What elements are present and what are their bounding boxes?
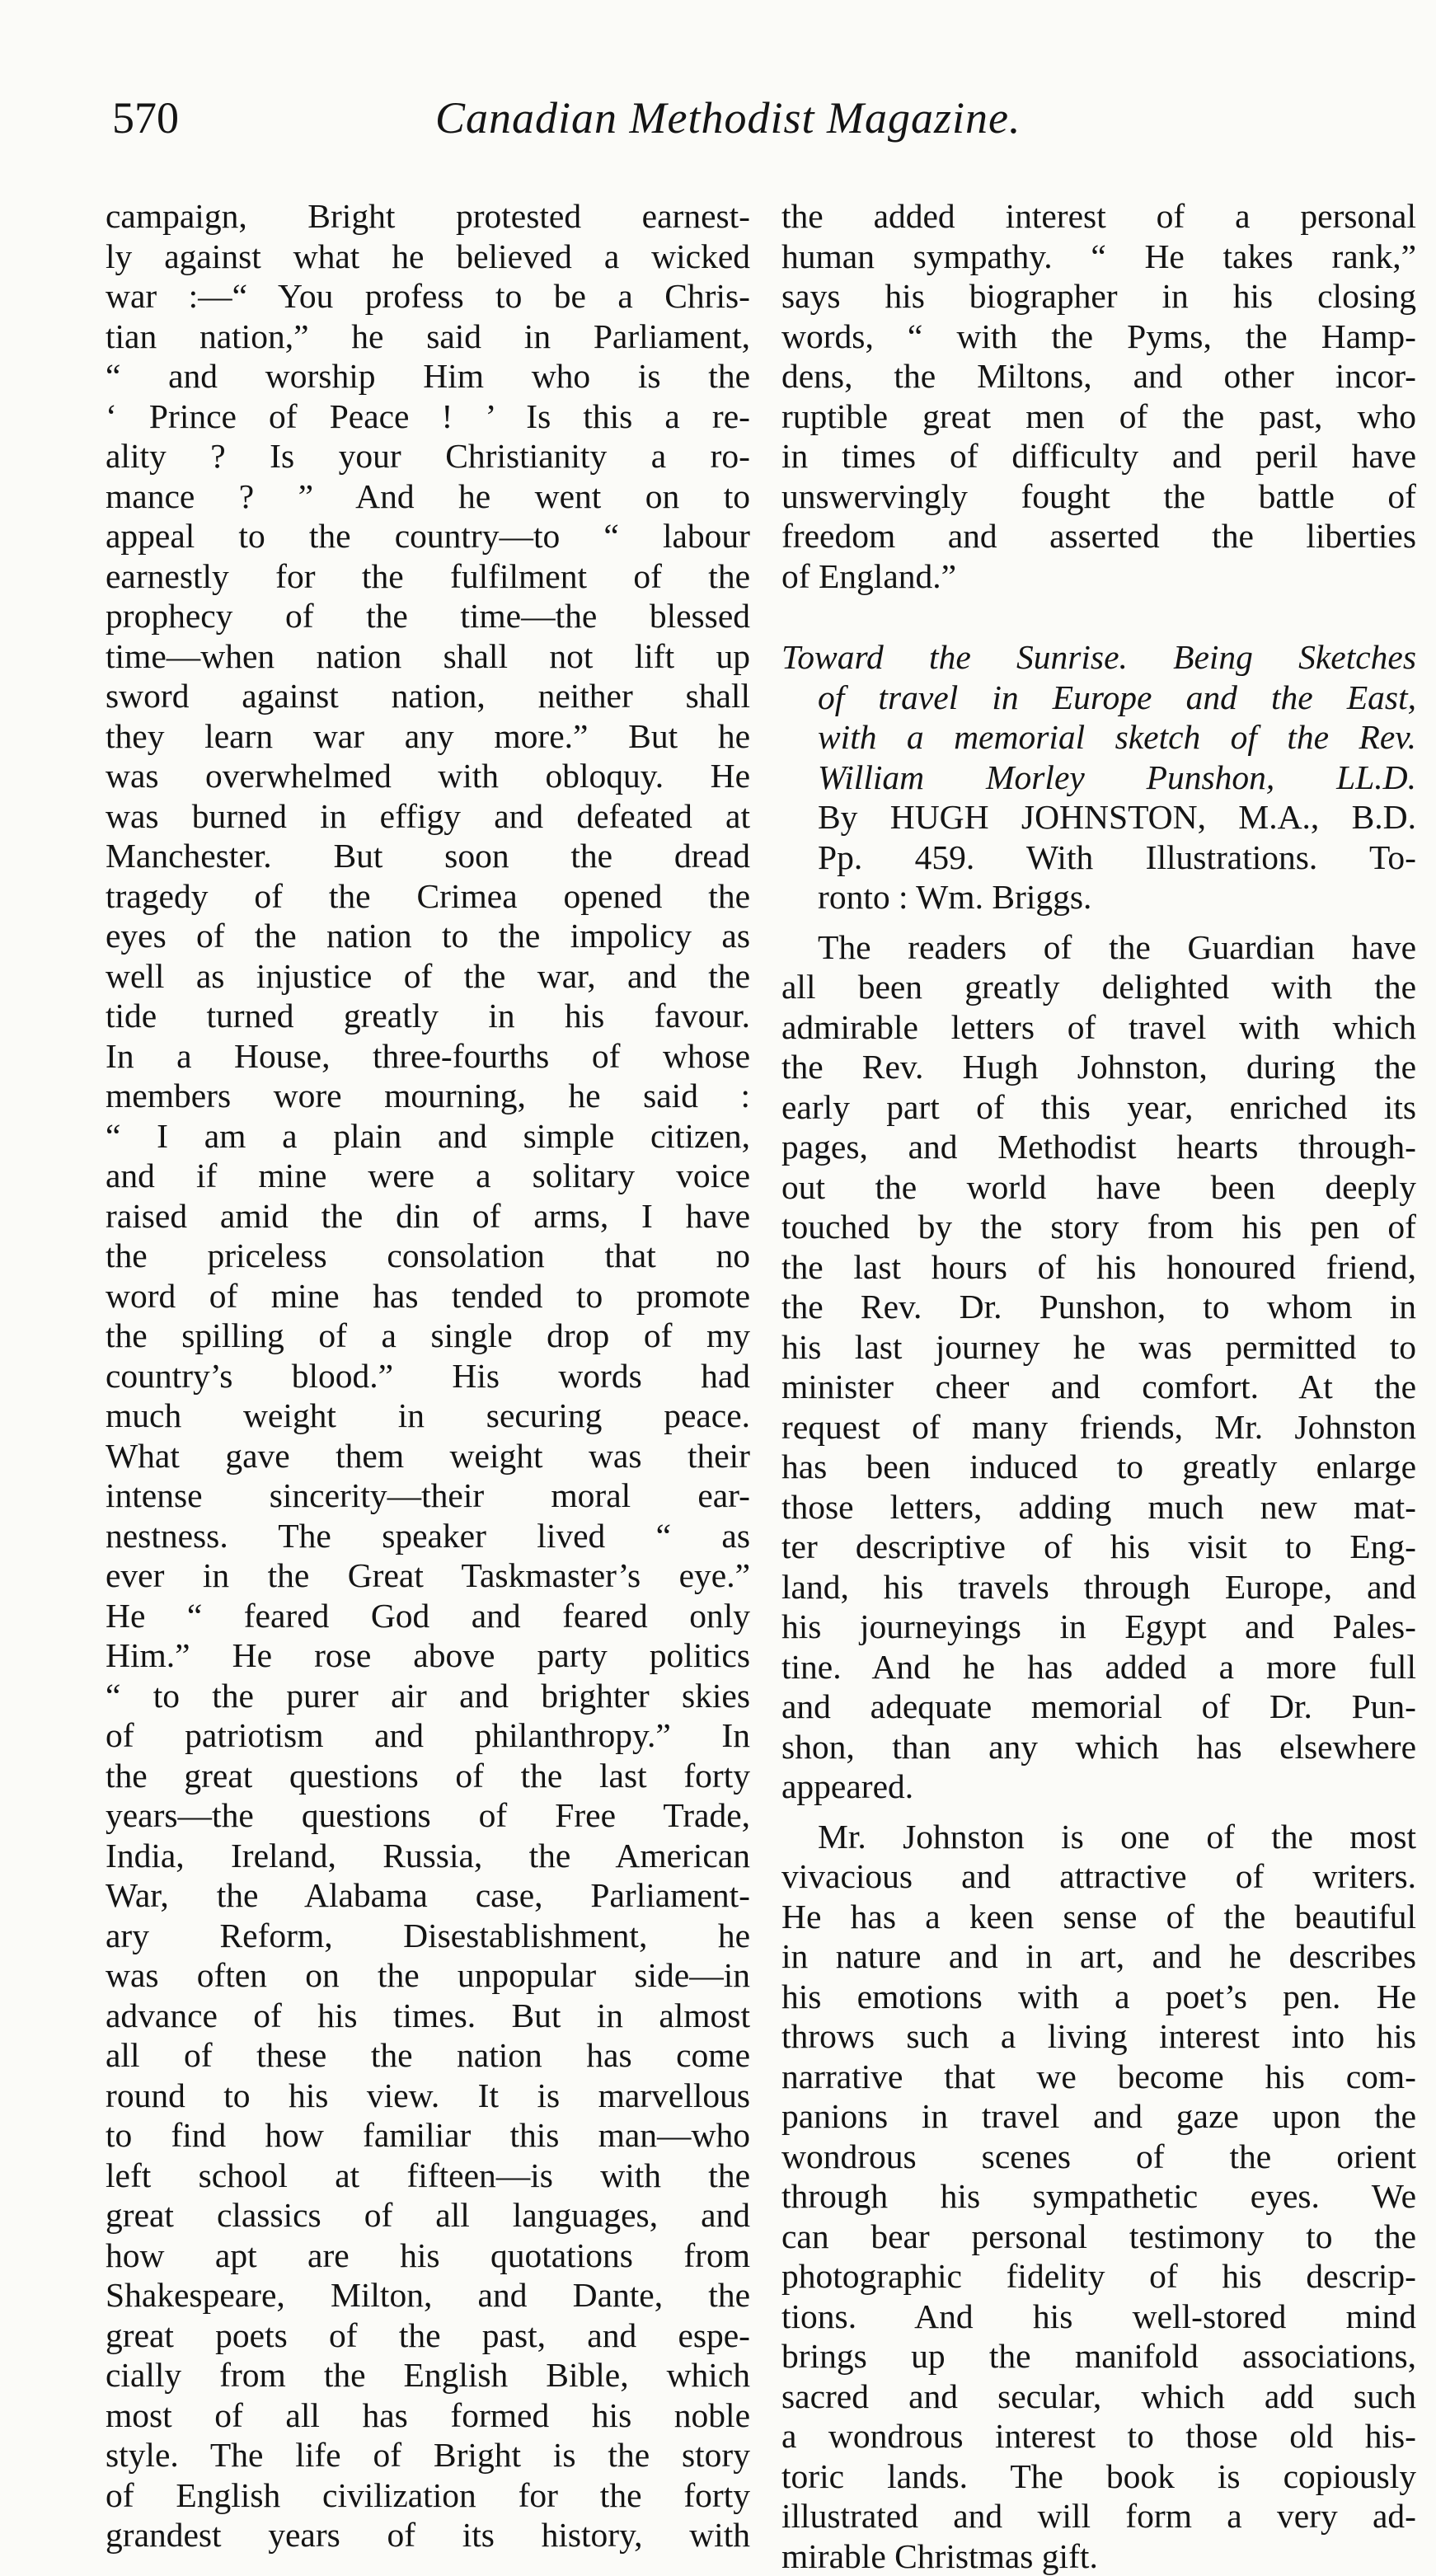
text-line: was often on the unpopular side—in [106,1955,750,1996]
text-line: well as injustice of the war, and the [106,956,750,997]
right-column [781,196,1416,2576]
text-line: The readers of the Guardian have [781,927,1416,968]
text-line: ality ? Is your Christianity a ro- [106,436,750,476]
text-line: panions in travel and gaze upon the [781,2096,1416,2137]
text-line: raised amid the din of arms, I have [106,1196,750,1236]
text-line: eyes of the nation to the impolicy as [106,916,750,956]
text-line: nestness. The speaker lived “ as [106,1516,750,1556]
text-line: tian nation,” he said in Parliament, [106,317,750,357]
text-line: human sympathy. “ He takes rank,” [781,237,1416,277]
text-line: tine. And he has added a more full [781,1647,1416,1687]
text-line: By HUGH JOHNSTON, M.A., B.D. [781,797,1416,838]
text-line: round to his view. It is marvellous [106,2076,750,2116]
text-line: the Rev. Dr. Punshon, to whom in [781,1287,1416,1327]
text-line: words, “ with the Pyms, the Hamp- [781,317,1416,357]
text-line: toric lands. The book is copiously [781,2456,1416,2497]
text-line: his journeyings in Egypt and Pales- [781,1607,1416,1647]
text-line: minister cheer and comfort. At the [781,1367,1416,1407]
text-line: admirable letters of travel with which [781,1007,1416,1048]
text-line: ary Reform, Disestablishment, he [106,1916,750,1956]
text-line: cially from the English Bible, which [106,2355,750,2395]
text-line: He has a keen sense of the beautiful [781,1897,1416,1937]
text-line: and adequate memorial of Dr. Pun- [781,1687,1416,1727]
text-line: much weight in securing peace. [106,1396,750,1436]
review-paragraph-1 [781,927,1416,1807]
text-line: has been induced to greatly enlarge [781,1447,1416,1487]
text-line: time—when nation shall not lift up [106,636,750,677]
section-gap [781,917,1416,927]
text-line: Shakespeare, Milton, and Dante, the [106,2275,750,2316]
text-line: grandest years of its history, with [106,2515,750,2555]
text-line: ly against what he believed a wicked [106,237,750,277]
closing-paragraph [781,196,1416,596]
text-line: through his sympathetic eyes. We [781,2176,1416,2217]
text-line: says his biographer in his closing [781,276,1416,317]
text-line: War, the Alabama case, Parliament- [106,1875,750,1916]
text-line: freedom and asserted the liberties [781,516,1416,556]
text-line: In a House, three-fourths of whose [106,1036,750,1077]
text-line: the added interest of a personal [781,196,1416,237]
text-line: India, Ireland, Russia, the American [106,1836,750,1876]
text-line: request of many friends, Mr. Johnston [781,1407,1416,1448]
text-line: those letters, adding much new mat- [781,1487,1416,1527]
text-line: out the world have been deeply [781,1167,1416,1208]
text-line: mance ? ” And he went on to [106,476,750,517]
text-line: great classics of all languages, and [106,2195,750,2236]
text-line: appeal to the country—to “ labour [106,516,750,556]
text-line: with a memorial sketch of the Rev. [781,717,1416,758]
text-line: early part of this year, enriched its [781,1087,1416,1128]
text-line: great poets of the past, and espe- [106,2316,750,2356]
text-line: What gave them weight was their [106,1436,750,1476]
text-line: tide turned greatly in his favour. [106,996,750,1036]
text-line: touched by the story from his pen of [781,1207,1416,1247]
text-line: members wore mourning, he said : [106,1076,750,1116]
text-line: word of mine has tended to promote [106,1276,750,1316]
text-line: “ and worship Him who is the [106,356,750,396]
text-line: his emotions with a poet’s pen. He [781,1977,1416,2017]
text-line: the spilling of a single drop of my [106,1316,750,1356]
text-line: Pp. 459. With Illustrations. To- [781,838,1416,878]
review-paragraph-2 [781,1817,1416,2576]
text-line: land, his travels through Europe, and [781,1567,1416,1607]
text-line: of English civilization for the forty [106,2475,750,2516]
text-line: prophecy of the time—the blessed [106,596,750,636]
text-line: a wondrous interest to those old his- [781,2416,1416,2456]
text-line: ter descriptive of his visit to Eng- [781,1527,1416,1567]
text-line: style. The life of Bright is the story [106,2435,750,2475]
text-line: sword against nation, neither shall [106,676,750,716]
text-line: He “ feared God and feared only [106,1596,750,1636]
text-line: illustrated and will form a very ad- [781,2496,1416,2536]
text-line: to find how familiar this man—who [106,2115,750,2156]
text-line: brings up the manifold associations, [781,2336,1416,2377]
text-line: left school at fifteen—is with the [106,2156,750,2196]
book-review-heading [781,637,1416,917]
text-line: appeared. [781,1767,1416,1807]
text-line: of patriotism and philanthropy.” In [106,1715,750,1756]
text-line: the priceless consolation that no [106,1236,750,1276]
left-column-paragraph [106,196,750,2555]
text-line: of England.” [781,556,1416,597]
text-line: shon, than any which has elsewhere [781,1727,1416,1767]
text-line: can bear personal testimony to the [781,2217,1416,2257]
text-line: the great questions of the last forty [106,1756,750,1796]
text-line: Him.” He rose above party politics [106,1635,750,1676]
section-gap [781,596,1416,637]
text-line: advance of his times. But in almost [106,1996,750,2036]
text-line: ronto : Wm. Briggs. [781,877,1416,917]
left-column [106,196,750,2555]
text-line: tragedy of the Crimea opened the [106,876,750,917]
text-line: throws such a living interest into his [781,2016,1416,2057]
text-line: “ I am a plain and simple citizen, [106,1116,750,1157]
text-line: William Morley Punshon, LL.D. [781,758,1416,798]
text-line: ruptible great men of the past, who [781,396,1416,437]
text-line: was burned in effigy and defeated at [106,796,750,837]
section-gap [781,1807,1416,1817]
text-line: all been greatly delighted with the [781,967,1416,1007]
text-line: sacred and secular, which add such [781,2377,1416,2417]
text-line: Mr. Johnston is one of the most [781,1817,1416,1857]
text-line: mirable Christmas gift. [781,2536,1416,2576]
text-line: country’s blood.” His words had [106,1356,750,1396]
text-line: the last hours of his honoured friend, [781,1247,1416,1288]
text-line: tions. And his well-stored mind [781,2297,1416,2337]
text-line: ever in the Great Taskmaster’s eye.” [106,1555,750,1596]
running-title: Canadian Methodist Magazine. [435,92,1021,143]
text-line: unswervingly fought the battle of [781,476,1416,517]
text-line: campaign, Bright protested earnest- [106,196,750,237]
text-line: photographic fidelity of his descrip- [781,2256,1416,2297]
text-line: intense sincerity—their moral ear- [106,1476,750,1516]
text-line: all of these the nation has come [106,2035,750,2076]
text-line: in nature and in art, and he describes [781,1936,1416,1977]
text-line: dens, the Miltons, and other incor- [781,356,1416,396]
text-line: years—the questions of Free Trade, [106,1795,750,1836]
text-line: pages, and Methodist hearts through- [781,1127,1416,1167]
text-line: most of all has formed his noble [106,2395,750,2436]
text-line: they learn war any more.” But he [106,716,750,757]
text-line: Manchester. But soon the dread [106,836,750,876]
page-header [106,92,1342,167]
page-number: 570 [112,92,179,143]
text-line: of travel in Europe and the East, [781,678,1416,718]
text-line: how apt are his quotations from [106,2236,750,2276]
text-line: and if mine were a solitary voice [106,1156,750,1196]
text-line: in times of difficulty and peril have [781,436,1416,476]
text-line: war :—“ You profess to be a Chris- [106,276,750,317]
text-line: ‘ Prince of Peace ! ’ Is this a re- [106,396,750,437]
text-line: the Rev. Hugh Johnston, during the [781,1047,1416,1087]
text-line: “ to the purer air and brighter skies [106,1676,750,1716]
text-line: wondrous scenes of the orient [781,2137,1416,2177]
text-line: vivacious and attractive of writers. [781,1856,1416,1897]
text-line: narrative that we become his com- [781,2057,1416,2097]
text-line: his last journey he was permitted to [781,1327,1416,1368]
text-line: was overwhelmed with obloquy. He [106,756,750,796]
book-byline [781,797,1416,917]
text-line: Toward the Sunrise. Being Sketches [781,637,1416,678]
text-line: earnestly for the fulfilment of the [106,556,750,597]
